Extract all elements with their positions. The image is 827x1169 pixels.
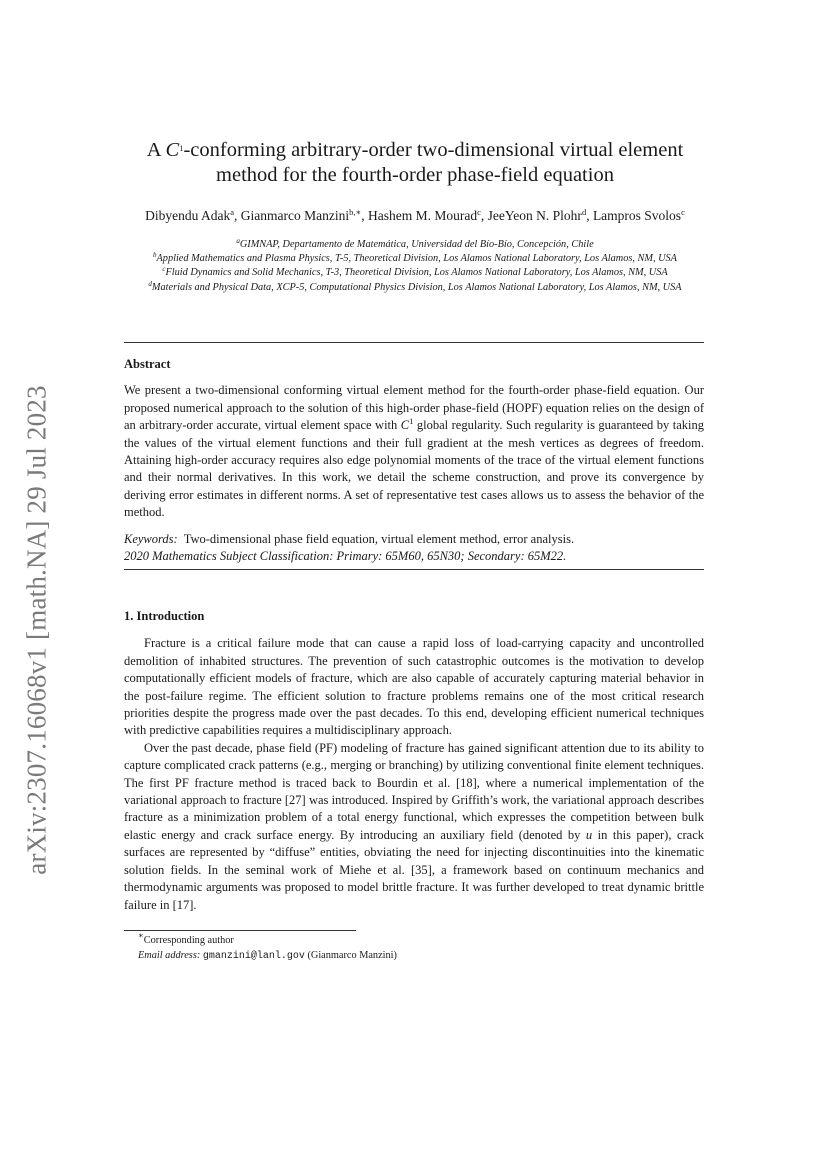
affiliation-list — [90, 238, 740, 295]
keywords: Keywords: Two-dimensional phase field equation, virtual element method, error analysis. 2020 Mathematics Subject Classification: Primary: 65M60, 65N30; Secondary: 65M22. — [124, 531, 575, 563]
arxiv-sidebar — [12, 350, 62, 910]
email-note: Email address: gmanzini@lanl.gov (Gianmarco Manzini) — [138, 949, 397, 962]
email-link[interactable]: gmanzini@lanl.gov — [202, 950, 305, 962]
affiliation: $^b$Applied Mathematics and Plasma Physics, T-5, Theoretical Division, Los Alamos National Laboratory, Los Alamos, NM, USA — [153, 251, 677, 265]
msc-classification: 2020 Mathematics Subject Classification: Primary: 65M60, 65N30; Secondary: 65M22. — [124, 548, 567, 563]
abstract-heading: Abstract — [124, 357, 171, 371]
author: Dibyendu Adak$^a$ — [145, 207, 235, 223]
footnote-rule — [124, 930, 356, 931]
author: Hashem M. Mourad$^c$ — [368, 207, 481, 223]
title-line-2: method for the fourth-order phase-field equation — [216, 164, 614, 186]
title-line-1: A $C^1$-conforming arbitrary-order two-dimensional virtual element — [146, 139, 684, 161]
author: Gianmarco Manzini$^{b,∗}$ — [240, 207, 362, 223]
paper-title — [110, 138, 720, 188]
intro-paragraph-1: Fracture is a critical failure mode that can cause a rapid loss of load-carrying capacity and uncontrolled demolition of inhabited structures. The prevention of such catastrophic outcomes is the motivation to develop computationally efficient models of fracture, which are also capable of accurately capturing material behavior in the post-failure regime. The efficient solution to fracture problems remains one of the most critical research priorities despite the progress made over the past decades. To this end, developing efficient numerical techniques with predictive capabilities requires a multidisciplinary approach. — [124, 636, 704, 738]
abstract-block — [124, 356, 704, 565]
abstract-bottom-rule — [124, 569, 704, 570]
abstract-body: We present a two-dimensional conforming virtual element method for the fourth-order phase-field equation. Our proposed numerical approach to the solution of this high-order phase-field (HOPF) equation relies on the design of an arbitrary-order accurate, virtual element space with $C^1$ global regularity. Such regularity is guaranteed by taking the values of the virtual element functions and their full gradient at the mesh vertices as degrees of freedom. Attaining high-order accuracy requires also edge polynomial moments of the trace of the virtual element functions and their normal derivatives. In this work, we detail the scheme construction, and prove its convergence by deriving error estimates in different norms. A set of representative test cases allows us to assess the behavior of the method. — [124, 383, 704, 520]
affiliation: $^c$Fluid Dynamics and Solid Mechanics, T-3, Theoretical Division, Los Alamos National Laboratory, Los Alamos, NM, USA — [162, 265, 668, 279]
author: JeeYeon N. Plohr$^d$ — [487, 207, 587, 223]
corresponding-author-note: ∗Corresponding author — [138, 930, 234, 946]
affiliation: $^a$GIMNAP, Departamento de Matemática, Universidad del Bío-Bío, Concepción, Chile — [236, 237, 594, 250]
arxiv-identifier: arXiv:2307.16068v1 [math.NA] 29 Jul 2023 — [21, 385, 52, 875]
introduction-section — [124, 608, 704, 914]
author-list: Dibyendu Adak$^a$, Gianmarco Manzini$^{b,∗}$, Hashem M. Mourad$^c$, JeeYeon N. Plohr$^d$, Lampros Svolos$^c$ — [145, 207, 685, 223]
affiliation: $^d$Materials and Physical Data, XCP-5, Computational Physics Division, Los Alamos National Laboratory, Los Alamos, NM, USA — [148, 279, 682, 293]
abstract-top-rule — [124, 342, 704, 343]
footnote — [124, 930, 704, 964]
section-heading: 1. Introduction — [124, 609, 205, 623]
intro-paragraph-2: Over the past decade, phase field (PF) modeling of fracture has gained significant attention due to its ability to capture complicated crack patterns (e.g., merging or branching) by utilizing conventional finite element techniques. The first PF fracture method is traced back to Bourdin et al. [18], where a numerical implementation of the variational approach to fracture [27] was introduced. Inspired by Griffith’s work, the variational approach describes fracture as a minimization problem of a total energy functional, which expresses the competition between bulk elastic energy and crack surface energy. By introducing an auxiliary field (denoted by u in this paper), crack surfaces are represented by “diffuse” entities, obviating the need for injecting discontinuities into the kinematic solution fields. In the seminal work of Miehe et al. [35], a framework based on continuum mechanics and thermodynamic arguments was proposed to model brittle fracture. It was further developed to treat dynamic brittle failure in [17]. — [124, 740, 705, 912]
title-math-c: C — [165, 139, 180, 161]
author: Lampros Svolos$^c$ — [592, 207, 685, 223]
